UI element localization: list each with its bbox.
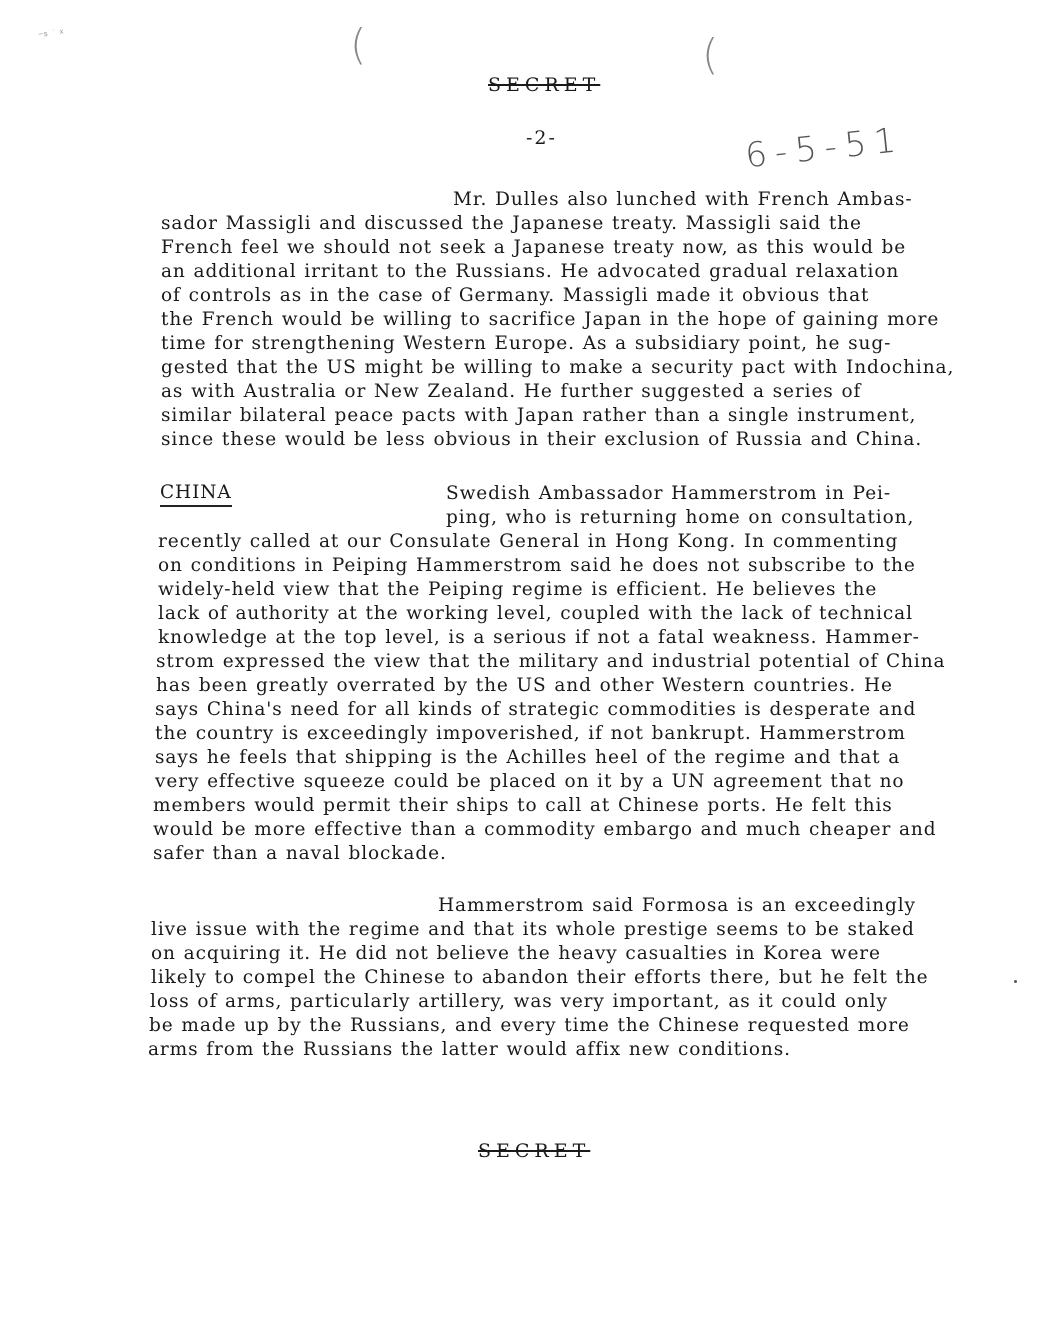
page-number: -2-	[526, 127, 557, 149]
text-line: as with Australia or New Zealand. He further suggested a series of	[161, 381, 862, 402]
text-line: of controls as in the case of Germany. Massigli made it obvious that	[161, 285, 870, 306]
text-line: sador Massigli and discussed the Japanese treaty. Massigli said the	[161, 213, 862, 234]
section-heading-china: CHINA	[160, 482, 232, 503]
corner-scribble: ⁻ˢ ˙ ˣ	[37, 26, 65, 43]
section-heading-underline	[160, 505, 232, 507]
text-line: Hammerstrom said Formosa is an exceedingly	[438, 895, 916, 916]
text-line: very effective squeeze could be placed on it by a UN agreement that no	[155, 771, 905, 792]
text-line: be made up by the Russians, and every time the Chinese requested more	[149, 1015, 910, 1036]
text-line: safer than a naval blockade.	[153, 843, 447, 864]
text-line: Mr. Dulles also lunched with French Ambas-	[453, 189, 913, 210]
text-line: members would permit their ships to call at Chinese ports. He felt this	[153, 795, 893, 816]
text-line: gested that the US might be willing to make a security pact with Indochina,	[161, 357, 955, 378]
handwritten-date: 6-5-51	[743, 119, 906, 177]
text-line: on conditions in Peiping Hammerstrom said he does not subscribe to the	[158, 555, 916, 576]
text-line: ping, who is returning home on consultation,	[446, 507, 915, 528]
text-line: says he feels that shipping is the Achilles heel of the regime and that a	[155, 747, 901, 768]
text-line: knowledge at the top level, is a serious if not a fatal weakness. Hammer-	[158, 627, 920, 648]
text-line: on acquiring it. He did not believe the heavy casualties in Korea were	[151, 943, 881, 964]
text-line: lack of authority at the working level, coupled with the lack of technical	[158, 603, 913, 624]
text-line: French feel we should not seek a Japanese treaty now, as this would be	[161, 237, 907, 258]
stray-mark	[1014, 980, 1017, 983]
text-line: says China's need for all kinds of strategic commodities is desperate and	[155, 699, 917, 720]
text-line: similar bilateral peace pacts with Japan rather than a single instrument,	[161, 405, 917, 426]
text-line: has been greatly overrated by the US and other Western countries. He	[156, 675, 893, 696]
text-line: arms from the Russians the latter would affix new conditions.	[148, 1039, 791, 1060]
text-line: time for strengthening Western Europe. As a subsidiary point, he sug-	[161, 333, 892, 354]
text-line: recently called at our Consulate General in Hong Kong. In commenting	[158, 531, 899, 552]
text-line: an additional irritant to the Russians. He advocated gradual relaxation	[161, 261, 900, 282]
text-line: widely-held view that the Peiping regime is efficient. He believes the	[158, 579, 878, 600]
handwritten-mark-right: (	[702, 30, 719, 79]
text-line: the French would be willing to sacrifice Japan in the hope of gaining more	[161, 309, 940, 330]
classification-footer: SECRET	[478, 1140, 591, 1162]
text-line: live issue with the regime and that its whole prestige seems to be staked	[151, 919, 915, 940]
text-line: would be more effective than a commodity embargo and much cheaper and	[153, 819, 937, 840]
text-line: likely to compel the Chinese to abandon their efforts there, but he felt the	[151, 967, 929, 988]
text-line: since these would be less obvious in their exclusion of Russia and China.	[161, 429, 923, 450]
text-line: loss of arms, particularly artillery, was very important, as it could only	[150, 991, 888, 1012]
handwritten-mark-left: (	[350, 20, 367, 69]
text-line: the country is exceedingly impoverished, if not bankrupt. Hammerstrom	[155, 723, 906, 744]
text-line: strom expressed the view that the military and industrial potential of China	[156, 651, 946, 672]
text-line: Swedish Ambassador Hammerstrom in Pei-	[446, 483, 892, 504]
classification-header: SECRET	[488, 74, 601, 96]
